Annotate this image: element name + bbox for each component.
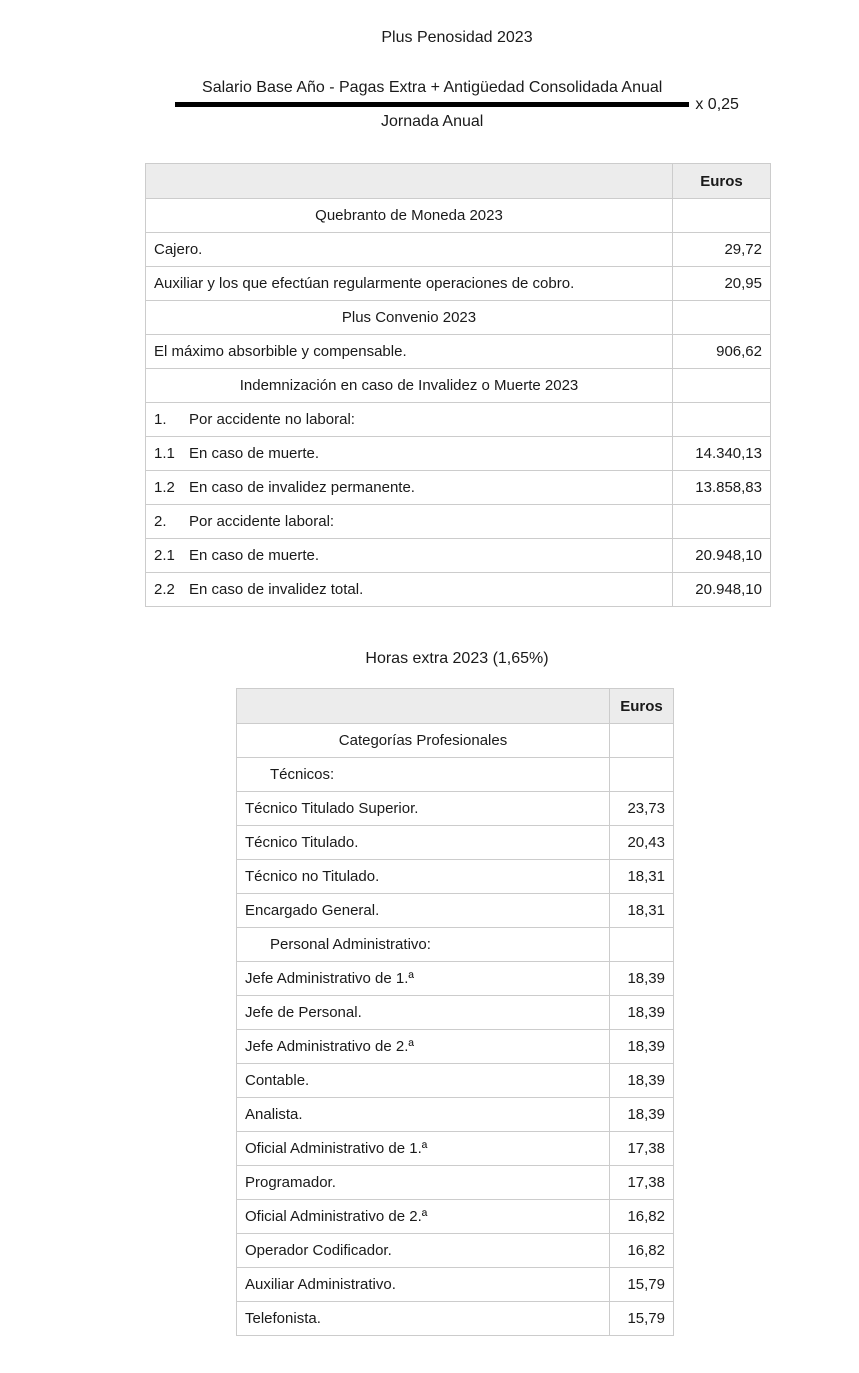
row-value: 18,39 [610,1030,674,1064]
row-text: Analista. [245,1106,303,1123]
row-text: Personal Administrativo: [270,936,431,953]
row-value [673,199,771,233]
table-row [146,437,771,471]
row-text: Quebranto de Moneda 2023 [315,207,503,224]
row-text: El máximo absorbible y compensable. [154,343,407,360]
document-page [55,0,859,1336]
row-value [610,724,674,758]
row-value [673,505,771,539]
table-row [237,860,674,894]
row-text: Jefe de Personal. [245,1004,362,1021]
table-row [237,792,674,826]
table-row [237,1166,674,1200]
row-label [237,826,610,860]
row-value: 20.948,10 [673,573,771,607]
row-value: 14.340,13 [673,437,771,471]
row-value: 17,38 [610,1166,674,1200]
row-value: 20.948,10 [673,539,771,573]
row-label [146,471,673,505]
row-text: Plus Convenio 2023 [341,309,477,326]
row-label [237,1064,610,1098]
row-number: 2. [154,513,167,530]
table-row [237,1030,674,1064]
overtime-section-title: Horas extra 2023 (1,65%) [365,650,549,667]
row-text: Auxiliar y los que efectúan regularmente operaciones de cobro. [154,275,575,292]
overtime-table [236,688,674,1336]
row-value [673,369,771,403]
table-row [237,1302,674,1336]
row-text: Operador Codificador. [245,1242,392,1259]
empty-header-cell [146,164,673,199]
row-text: Encargado General. [245,902,380,919]
row-text: Auxiliar Administrativo. [245,1276,396,1293]
formula-multiplier: x 0,25 [695,95,739,113]
compensation-table [145,163,771,607]
row-label [146,505,673,539]
row-label [237,758,610,792]
table-row [237,894,674,928]
row-value: 18,39 [610,962,674,996]
empty-header-cell [237,689,610,724]
row-label [237,1200,610,1234]
table-row [237,1268,674,1302]
row-value [610,758,674,792]
row-value: 18,39 [610,1098,674,1132]
row-label [237,724,610,758]
table-row [146,539,771,573]
row-value: 15,79 [610,1268,674,1302]
row-value: 29,72 [673,233,771,267]
table-row [237,928,674,962]
row-text: Técnicos: [270,766,335,783]
table-row [237,1064,674,1098]
row-text: Programador. [245,1174,336,1191]
row-value: 15,79 [610,1302,674,1336]
fraction [175,78,689,131]
row-text: Técnico Titulado. [245,834,359,851]
table-row [237,826,674,860]
row-label [146,573,673,607]
formula-numerator: Salario Base Año - Pagas Extra + Antigüedad Consolidada Anual [202,79,663,96]
row-text: En caso de invalidez permanente. [189,479,415,496]
row-value: 13.858,83 [673,471,771,505]
row-text: Telefonista. [245,1310,321,1327]
table-row [146,267,771,301]
row-text: Jefe Administrativo de 2.ª [245,1038,414,1055]
row-text: En caso de invalidez total. [189,581,364,598]
row-value: 16,82 [610,1234,674,1268]
row-label [237,928,610,962]
row-label [146,233,673,267]
table-row [146,199,771,233]
table-row [146,403,771,437]
table-row [237,1132,674,1166]
row-number: 2.1 [154,547,175,564]
row-text: Cajero. [154,241,203,258]
table-header-row [146,164,771,199]
row-label [146,539,673,573]
table-row [237,1234,674,1268]
row-text: Indemnización en caso de Invalidez o Muerte 2023 [239,377,579,394]
row-label [237,894,610,928]
table-row [146,573,771,607]
row-text: Categorías Profesionales [338,732,508,749]
row-value: 23,73 [610,792,674,826]
table-row [146,335,771,369]
table-row [146,505,771,539]
row-value [610,928,674,962]
row-text: Técnico Titulado Superior. [245,800,419,817]
table-row [237,1098,674,1132]
table-row [237,724,674,758]
row-text: Técnico no Titulado. [245,868,380,885]
table-row [237,996,674,1030]
table-row [146,471,771,505]
table-row [237,962,674,996]
row-value: 18,39 [610,996,674,1030]
row-label [146,199,673,233]
table-row [146,301,771,335]
row-label [237,962,610,996]
row-label [237,1098,610,1132]
table-header-row [237,689,674,724]
row-label [146,369,673,403]
row-label [237,996,610,1030]
table-row [237,758,674,792]
euros-column-header: Euros [610,689,674,724]
row-text: Por accidente no laboral: [189,411,355,428]
row-value: 18,31 [610,894,674,928]
row-text: En caso de muerte. [189,445,320,462]
euros-column-header: Euros [673,164,771,199]
page-title: Plus Penosidad 2023 [381,29,533,46]
row-number: 2.2 [154,581,175,598]
row-text: Oficial Administrativo de 1.ª [245,1140,428,1157]
row-label [146,403,673,437]
row-number: 1.2 [154,479,175,496]
table-row [146,233,771,267]
row-label [237,1132,610,1166]
row-text: Por accidente laboral: [189,513,335,530]
row-text: Oficial Administrativo de 2.ª [245,1208,428,1225]
row-value [673,403,771,437]
row-value [673,301,771,335]
row-label [146,301,673,335]
row-number: 1.1 [154,445,175,462]
row-text: En caso de muerte. [189,547,320,564]
row-label [146,437,673,471]
row-label [237,792,610,826]
row-label [146,335,673,369]
formula [55,78,859,131]
row-label [146,267,673,301]
row-value: 18,39 [610,1064,674,1098]
row-label [237,1166,610,1200]
row-text: Jefe Administrativo de 1.ª [245,970,414,987]
row-value: 17,38 [610,1132,674,1166]
row-value: 18,31 [610,860,674,894]
fraction-bar [175,102,689,107]
row-value: 16,82 [610,1200,674,1234]
row-value: 20,43 [610,826,674,860]
row-label [237,1234,610,1268]
row-value: 20,95 [673,267,771,301]
row-value: 906,62 [673,335,771,369]
row-label [237,1030,610,1064]
table-row [146,369,771,403]
row-number: 1. [154,411,167,428]
row-label [237,860,610,894]
row-label [237,1302,610,1336]
row-text: Contable. [245,1072,310,1089]
formula-denominator: Jornada Anual [381,113,484,130]
table-row [237,1200,674,1234]
row-label [237,1268,610,1302]
